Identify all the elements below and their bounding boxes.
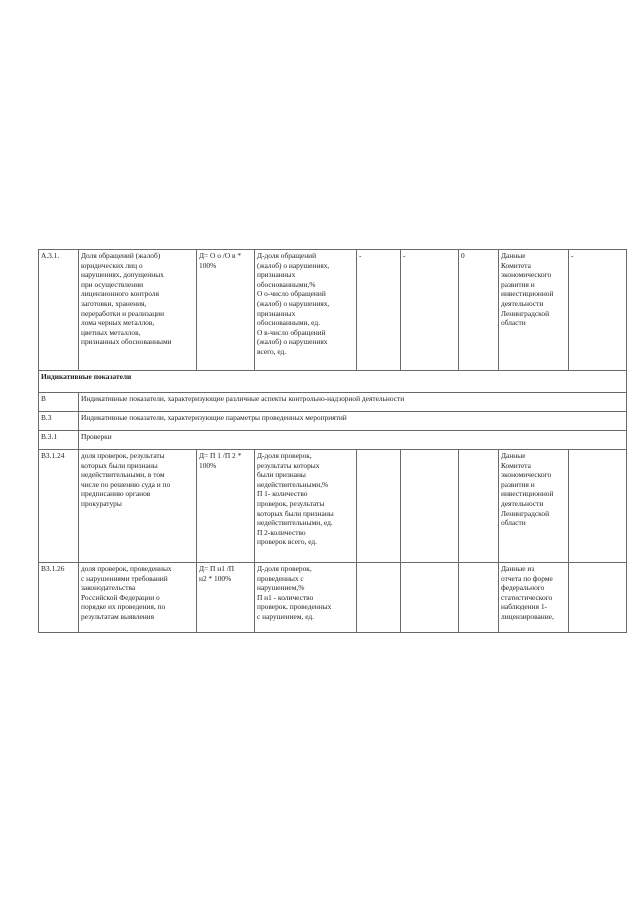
group-code: В xyxy=(39,393,79,412)
cell-col6 xyxy=(401,563,459,633)
indicator-name: доля проверок, результаты которых были признаны недействительными, в том числе по решению суда и по предписанию органов прокуратуры xyxy=(79,450,197,563)
group-title: Проверки xyxy=(79,431,627,450)
group-title: Индикативные показатели, характеризующие различные аспекты контрольно-надзорной деятельности xyxy=(79,393,627,412)
data-source: Данные Комитета экономического развития и инвестиционной деятельности Ленинградской области xyxy=(499,450,569,563)
indicators-table xyxy=(38,249,627,633)
table-row-b3124 xyxy=(39,450,627,563)
group-code: В.3.1 xyxy=(39,431,79,450)
cell-col9 xyxy=(569,563,627,633)
group-title: Индикативные показатели, характеризующие параметры проведенных мероприятий xyxy=(79,412,627,431)
indicator-description: Д-доля проверок, результаты которых были признаны недействительными,% П 1- количество проверок, результаты которых были признаны недействительными, ед. П 2-количество проверок всего, ед. xyxy=(255,450,357,563)
cell-col6 xyxy=(401,450,459,563)
table-row-b3126 xyxy=(39,563,627,633)
cell-col5: - xyxy=(357,250,401,371)
data-source: Данные из отчета по форме федерального статистического наблюдения 1- лицензирование, xyxy=(499,563,569,633)
group-code: В.3 xyxy=(39,412,79,431)
indicator-formula: Д= О о /О в * 100% xyxy=(197,250,255,371)
section-heading-row xyxy=(39,371,627,393)
row-code: A.3.1. xyxy=(39,250,79,371)
cell-col9 xyxy=(569,450,627,563)
group-row-b xyxy=(39,393,627,412)
indicator-formula: Д= П н1 /П н2 * 100% xyxy=(197,563,255,633)
table-row-a31 xyxy=(39,250,627,371)
indicator-description: Д-доля проверок, проведенных с нарушением,% П н1 - количество проверок, проведенных с нарушением, ед. xyxy=(255,563,357,633)
row-code: В3.1.26 xyxy=(39,563,79,633)
cell-col5 xyxy=(357,563,401,633)
cell-col6: - xyxy=(401,250,459,371)
row-code: В3.1.24 xyxy=(39,450,79,563)
cell-col7 xyxy=(459,563,499,633)
section-heading: Индикативные показатели xyxy=(39,371,627,393)
cell-col7 xyxy=(459,450,499,563)
indicator-name: доля проверок, проведенных с нарушениями требований законодательства Российской Федерации о порядке их проведения, по результатам выявления xyxy=(79,563,197,633)
data-source: Данные Комитета экономического развития и инвестиционной деятельности Ленинградской области xyxy=(499,250,569,371)
group-row-b3 xyxy=(39,412,627,431)
group-row-b31 xyxy=(39,431,627,450)
indicator-name: Доля обращений (жалоб) юридических лиц о нарушениях, допущенных при осуществлении лицензионного контроля заготовки, хранения, переработки и реализации лома черных металлов, цветных металлов, признанных обоснованными xyxy=(79,250,197,371)
indicator-description: Д-доля обращений (жалоб) о нарушениях, признанных обоснованными,% О о-число обращений (жалоб) о нарушениях, признанных обоснованными, ед. О в-число обращений (жалоб) о нарушениях всего, ед. xyxy=(255,250,357,371)
cell-col7: 0 xyxy=(459,250,499,371)
cell-col9: - xyxy=(569,250,627,371)
indicator-formula: Д= П 1 /П 2 * 100% xyxy=(197,450,255,563)
cell-col5 xyxy=(357,450,401,563)
